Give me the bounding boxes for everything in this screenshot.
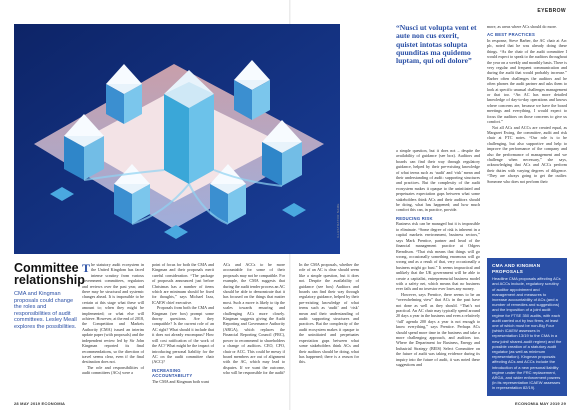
folio-left: 28 MAY 2019 ECONOMIA <box>14 401 66 406</box>
body-column-5 <box>396 148 480 367</box>
article-standfirst: CMA and Kingman proposals could change the roles and responsibilities of audit committees. Lesley Meall explores the possibilities. <box>14 291 77 330</box>
opening-paragraph: The statutory audit ecosystem in the United Kingdom has faced intense scrutiny from various government committees, regulators and reviews over the past year, and there may be structural and systemic changes ahead. It is impossible to be certain at this stage what these will amount to; when they might be implemented; or what else will achieve. However, at the end of 2018, the Competition and Markets Authority (CMA) issued an interim update paper (with proposals) and the independent review led by Sir John Kingman reported its final recommendations, so the direction of travel seems clear, even if the final destination does not. <box>82 262 144 365</box>
subheading: INCREASING ACCOUNTABILITY <box>152 367 193 379</box>
body-column-6 <box>487 24 567 184</box>
body-paragraph: Proposals from both the CMA and Kingman (see box) prompt some thorny questions. Are they compatible? Is the current role of an AC right? What should it include that it does not already encompass? How will cost ratification of the work of the AC? What might be the impact of introducing personal liability for the AC on the audit committee chair (ACC)? <box>152 305 214 365</box>
body-paragraph: In the CMA proposals, whether the role of an AC is clear should seem like a simple question, but it does not. Despite the availability of guidance (see box) Auditors and boards can find their way through regulatory guidance, helped by their pre-existing knowledge of what terms such as ‘audit’ and ‘risk’ mean and their understanding of audit: supporting structures and practices. But the complexity of the audit ecosystem makes it opaque to the uninitiated and perpetuates expectation gaps between what some stakeholders think ACs and their auditors should be doing, what has happened; there is a reason for this. <box>299 262 359 365</box>
folio-right: ECONOMIA MAY 2019 29 <box>515 401 566 406</box>
proposals-boxout <box>487 258 567 396</box>
body-paragraph: point of focus for both the CMA and Kingman and their proposals merit careful consideration. “The package of proposals announced just before Christmas has a number of items which are minimum should be fixed for thoughts,” says Michael Izza, ICAEW chief executive. <box>152 262 214 305</box>
subheading: AC BEST PRACTICES <box>487 32 535 38</box>
subheading: REDUCING RISK <box>396 215 433 221</box>
boxout-title: CMA AND KINGMAN PROPOSALS <box>492 263 541 274</box>
section-tag: EYEBROW <box>537 8 566 14</box>
body-column-4 <box>299 262 359 365</box>
body-paragraph: However, says Prentice, there seems to be an “overwhelming view” that ACs in the past have not done as well as they should. “That’s not practical. An AC chair may typically spend around 20 days a year in the business and even a relatively ‘full’ agenda 200 days a year is not enough to know everything,” says Prentice. Perhaps ACs should spend more time in the business and take a more challenging approach, and auditors too. Where the Department for Business, Energy and Industrial Strategy (BEIS) Select Committee on the future of audit was taking evidence during its inquiry into the future of audit, it was noted these suggestions and <box>396 291 480 368</box>
feature-illustration <box>14 24 340 254</box>
body-paragraph: The role and responsibilities of audit committees (ACs) were a <box>82 364 144 376</box>
pull-quote: “Nusci ut volupta vent et aute non cus exerit, quistet intotas solupta quunditas ma quidemo luptam, qui odi dolore” <box>396 23 477 66</box>
body-paragraph: more, as areas where ACs should do more. <box>487 24 557 29</box>
drop-cap: T <box>82 262 91 275</box>
body-paragraph: a simple question, but it does not – despite the availability of guidance (see box). Auditors and boards can find their way through regulatory guidance, helped by their pre-existing knowledge of what terms such as ‘audit’ and ‘risk’ mean and their understanding of audit: supporting structures and practices. But the complexity of the audit ecosystem makes it opaque to the uninitiated and perpetuates expectation gaps between what some stakeholders think ACs and their auditors should be doing, what has happened; and how much comfort this can, in practice, provide. <box>396 148 480 213</box>
body-column-1 <box>82 262 144 376</box>
illustration-credit: ILLUSTRATOR NAME <box>336 203 340 238</box>
article-headline: Committee relationship <box>14 261 85 287</box>
body-paragraph: In response, Steve Barber, the AC chair at Arc plc, noted that he was already doing these things. “As the chair of the audit committee I would expect to speak to the auditors throughout the year on a weekly and monthly basis. There is very regular and frequent communication and during the audit that would probably increase.” Barber often challenges the auditors and he often phones the audit partner and asks them to look at specific unusual challenges management or that too. “An AC has more detailed knowledge of day-to-day operations and knows where concerns are, because we have the board meetings and everything. I would expect to focus the auditors on those concerns to give us comfort.” <box>487 38 567 125</box>
body-paragraph: The CMA and Kingman both want <box>152 378 209 384</box>
body-paragraph: Not all ACs and ACCs are created equal, as Margaret Ewing, the committee, audit and risk chair at FTC notes. “Our role is to be challenging, but also supportive and help to improve the performance of the company and also the performance of management and we challenge when necessary,” she says, acknowledging that ACs and ACCs perform their duties with varying degrees of diligence. “They are always going to get the outlier. Someone who does not perform their <box>487 124 567 184</box>
body-column-2 <box>152 262 214 384</box>
isometric-houses-illustration <box>14 24 340 254</box>
body-paragraph: ACs and ACCs to be more accountable for some of their proposals may not be compatible. For example, the CMA suggests that during the audit tender process an AC should be able to demonstrate that it has focused on the things that matter most. Such a move is likely to tip the scales towards ensuring and challenging ACs more closely. Kingman suggests giving the Audit Reporting and Governance Authority (ARGA), which replaces the Financial Reporting Council (FRC), power to recommend to shareholders a change of auditors. CEO, CFO, chair or ACC. This could be messy if board members are out of alignment with the AC, which may lead to disputes. If we want the outcome, who will be responsible for the audit? <box>223 262 285 376</box>
boxout-text: Headline CMA proposals affecting ACs and ACCs include, regulatory scrutiny of auditor appointment and management and measures to increase accountability of ACs (and a number of remedies and suggestions) and the imposition of a joint audit regime for FTSE 350 audits, with each audit carried out by two firms, at least one of which must be non-Big Four (which ICAEW assesses in representation 13/19 to the CMA in a new joint/ shared-audit regime) and the possible creation of a statutory audit regulator (as well as minimum representation). Kingman proposals affecting ACs and ACCs include the introduction of a new personal liability regime under the FRC replacement, ARGA, and wider enforcement powers (in its representation ICAEW assesses in representation 82/19). <box>492 276 562 391</box>
body-column-3 <box>223 262 285 376</box>
body-paragraph: Business risk can be managed but it is impossible to eliminate. “Some degree of risk is inherent in a capital markets environment, business sectors,” says Mark Prentice, partner and head of the financial management practice at Odgers Berndtson. “That risk means that things will go wrong, occasionally something enormous will go wrong and as a result of that, very occasionally a business might go bust.” It seems impractical and unlikely that the UK government will be able to create a capitalist, entrepreneurial business model with a safety net, which means that no business ever fails and no investor ever loses any money. <box>396 221 480 292</box>
